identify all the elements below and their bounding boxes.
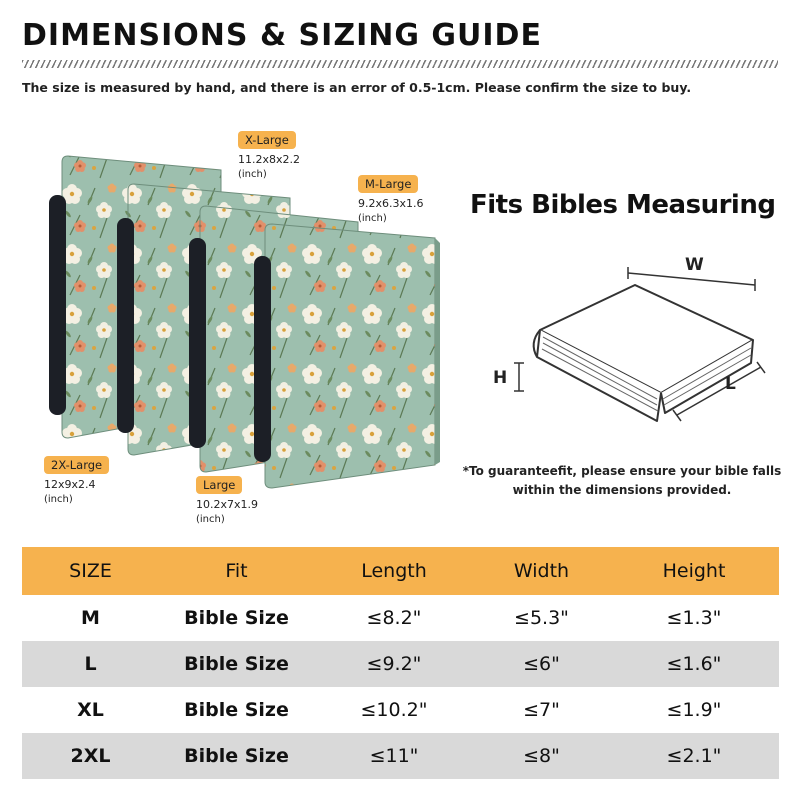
header-length: Length [314,547,474,595]
cell-length: ≤8.2" [314,595,474,641]
size-pill: Large [196,476,242,494]
measurement-disclaimer: The size is measured by hand, and there is an error of 0.5-1cm. Please confirm the size to buy. [22,80,692,95]
size-unit: (inch) [196,514,225,526]
cell-height: ≤1.6" [609,641,779,687]
cell-size: L [22,641,159,687]
size-dimensions: 11.2x8x2.2 [238,153,301,167]
size-pill: M-Large [358,175,418,193]
cell-size: 2XL [22,733,159,779]
size-unit: (inch) [44,494,73,506]
cell-length: ≤9.2" [314,641,474,687]
cell-length: ≤11" [314,733,474,779]
cell-fit: Bible Size [159,595,314,641]
hatch-divider [22,60,778,68]
header-fit: Fit [159,547,314,595]
fit-note-line-2: within the dimensions provided. [512,482,732,497]
fits-bibles-title: Fits Bibles Measuring [470,190,776,220]
size-tag-large [196,476,258,527]
cell-width: ≤7" [474,687,609,733]
cover-m-large [254,224,440,488]
header-size: SIZE [22,547,159,595]
book-dimension-diagram [485,245,775,430]
table-row [22,733,779,779]
fit-note-line-1: *To guaranteefit, please ensure your bible falls [462,464,782,478]
size-tag-x-large [238,131,300,182]
cover-2x-large [49,156,221,438]
header-width: Width [474,547,609,595]
page-title: DIMENSIONS & SIZING GUIDE [22,18,542,53]
size-tag-m-large [358,175,424,226]
cell-height: ≤2.1" [609,733,779,779]
size-tag-2x-large [44,456,109,507]
cell-width: ≤5.3" [474,595,609,641]
cell-fit: Bible Size [159,641,314,687]
size-unit: (inch) [358,213,387,225]
fit-note [462,462,782,499]
size-dimensions: 9.2x6.3x1.6 [358,197,424,211]
cell-height: ≤1.3" [609,595,779,641]
table-header-row [22,547,779,595]
cover-x-large [117,184,290,455]
cell-width: ≤8" [474,733,609,779]
header-height: Height [609,547,779,595]
cell-size: M [22,595,159,641]
table-row [22,687,779,733]
size-chart-table [22,547,779,779]
length-label: L [725,374,736,394]
table-row [22,641,779,687]
size-unit: (inch) [238,169,267,181]
height-dimension-line [514,363,524,391]
height-label: H [493,368,508,388]
cell-height: ≤1.9" [609,687,779,733]
size-pill: X-Large [238,131,296,149]
width-label: W [685,255,704,275]
cell-width: ≤6" [474,641,609,687]
size-dimensions: 12x9x2.4 [44,478,96,492]
cell-fit: Bible Size [159,687,314,733]
table-row [22,595,779,641]
cell-length: ≤10.2" [314,687,474,733]
cover-large [189,206,358,472]
size-pill: 2X-Large [44,456,109,474]
cell-fit: Bible Size [159,733,314,779]
cell-size: XL [22,687,159,733]
size-dimensions: 10.2x7x1.9 [196,498,259,512]
